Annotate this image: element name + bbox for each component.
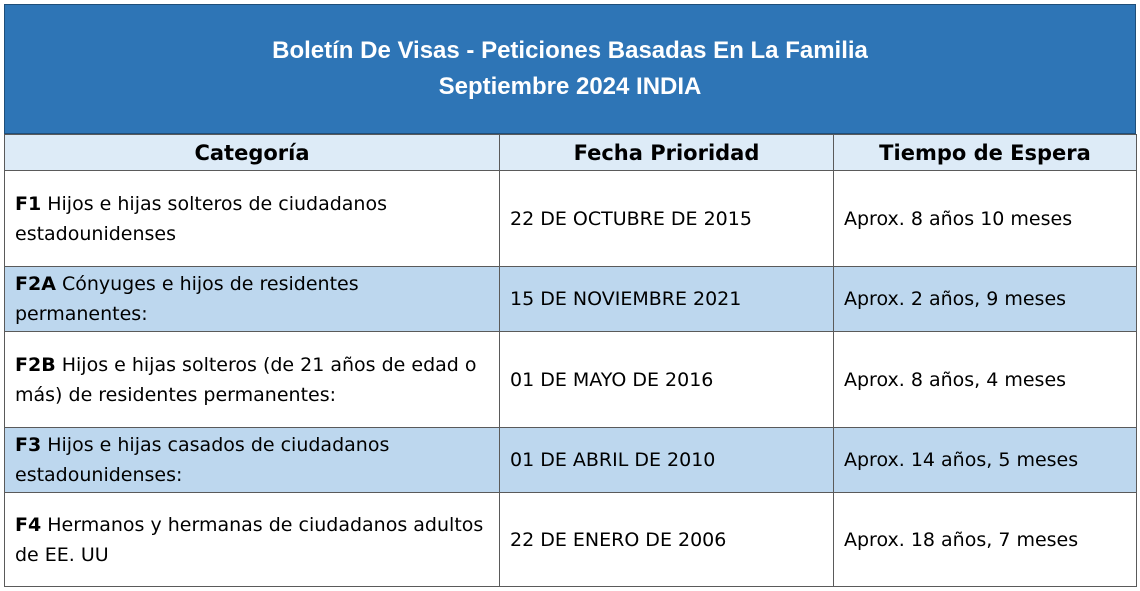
category-cell	[5, 267, 500, 332]
category-description: Hijos e hijas casados de ciudadanos estadounidenses:	[15, 434, 390, 486]
visa-bulletin-document	[4, 4, 1136, 587]
priority-date-cell: 22 DE OCTUBRE DE 2015	[500, 171, 834, 267]
column-header-priority-date: Fecha Prioridad	[500, 135, 834, 171]
category-code: F1	[15, 192, 42, 215]
priority-date-cell: 01 DE ABRIL DE 2010	[500, 428, 834, 493]
priority-date-cell: 15 DE NOVIEMBRE 2021	[500, 267, 834, 332]
bulletin-title: Boletín De Visas - Peticiones Basadas En La Familia	[272, 37, 868, 64]
table-header-row	[5, 135, 1137, 171]
category-cell	[5, 428, 500, 493]
category-description: Hermanos y hermanas de ciudadanos adultos de EE. UU	[15, 513, 484, 566]
category-code: F2B	[15, 353, 56, 376]
category-code: F2A	[15, 273, 56, 295]
table-row	[5, 493, 1137, 587]
wait-time-cell: Aprox. 8 años, 4 meses	[834, 332, 1137, 428]
column-header-wait-time: Tiempo de Espera	[834, 135, 1137, 171]
category-code: F4	[15, 513, 42, 536]
table-row	[5, 428, 1137, 493]
bulletin-title-banner	[4, 4, 1136, 134]
bulletin-subtitle: Septiembre 2024 INDIA	[438, 73, 702, 100]
table-row	[5, 267, 1137, 332]
table-row	[5, 332, 1137, 428]
category-description: Hijos e hijas solteros de ciudadanos estadounidenses	[15, 192, 387, 245]
priority-date-cell: 01 DE MAYO DE 2016	[500, 332, 834, 428]
category-cell	[5, 332, 500, 428]
table-row	[5, 171, 1137, 267]
category-description: Hijos e hijas solteros (de 21 años de edad o más) de residentes permanentes:	[15, 353, 477, 406]
category-cell	[5, 171, 500, 267]
category-code: F3	[15, 434, 42, 456]
wait-time-cell: Aprox. 18 años, 7 meses	[834, 493, 1137, 587]
wait-time-cell: Aprox. 14 años, 5 meses	[834, 428, 1137, 493]
column-header-category: Categoría	[5, 135, 500, 171]
category-cell	[5, 493, 500, 587]
category-description: Cónyuges e hijos de residentes permanentes:	[15, 273, 359, 325]
priority-dates-table	[4, 134, 1137, 587]
wait-time-cell: Aprox. 8 años 10 meses	[834, 171, 1137, 267]
priority-date-cell: 22 DE ENERO DE 2006	[500, 493, 834, 587]
wait-time-cell: Aprox. 2 años, 9 meses	[834, 267, 1137, 332]
